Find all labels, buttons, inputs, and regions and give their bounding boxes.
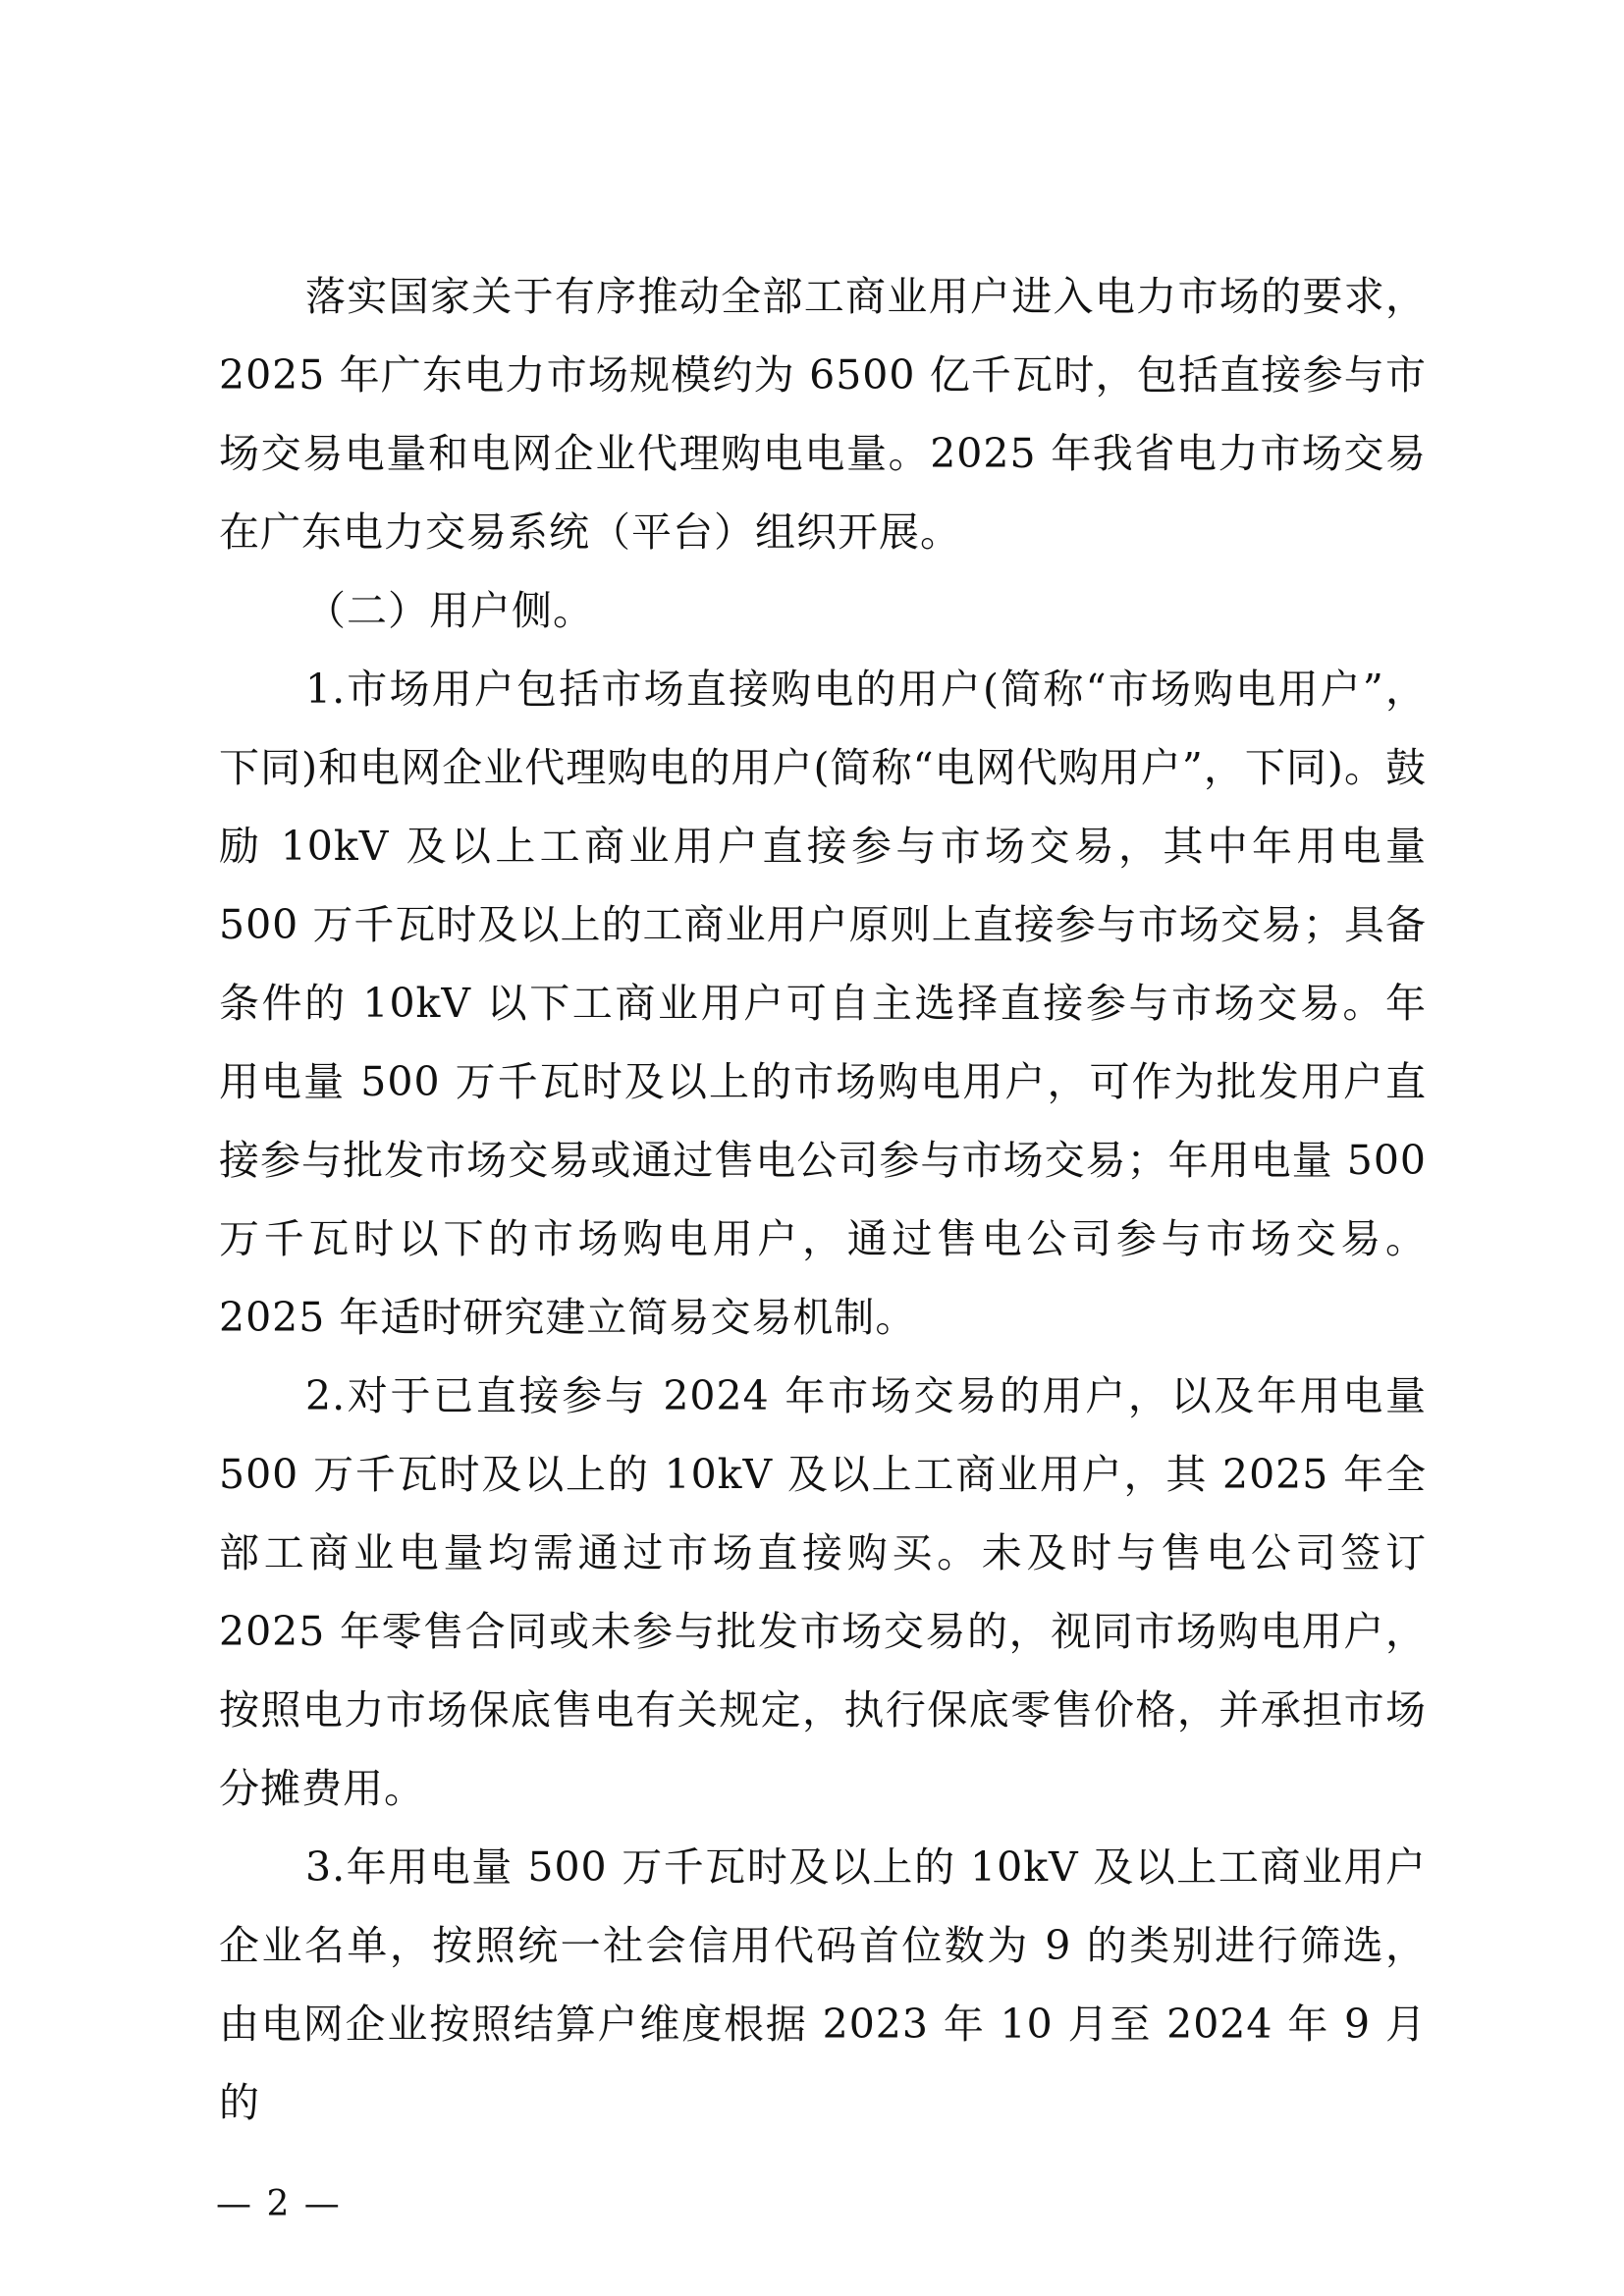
paragraph-item-1: 1.市场用户包括市场直接购电的用户(简称“市场购电用户”，下同)和电网企业代理购电的用户(简称“电网代购用户”，下同)。鼓励 10kV 及以上工商业用户直接参与市场交易，其中年用电量 500 万千瓦时及以上的工商业用户原则上直接参与市场交易；具备条件的 10kV 以下工商业用户可自主选择直接参与市场交易。年用电量 500 万千瓦时及以上的市场购电用户，可作为批发用户直接参与批发市场交易或通过售电公司参与市场交易；年用电量 500 万千瓦时以下的市场购电用户，通过售电公司参与市场交易。2025 年适时研究建立简易交易机制。: [219, 666, 1427, 1341]
document-body: [219, 257, 1427, 2142]
paragraph-item-2: 2.对于已直接参与 2024 年市场交易的用户，以及年用电量 500 万千瓦时及以上的 10kV 及以上工商业用户，其 2025 年全部工商业电量均需通过市场直接购买。未及时与售电公司签订 2025 年零售合同或未参与批发市场交易的，视同市场购电用户，按照电力市场保底售电有关规定，执行保底零售价格，并承担市场分摊费用。: [219, 1372, 1427, 1812]
section-heading-user-side: （二）用户侧。: [305, 587, 594, 634]
paragraph-item-3: 3.年用电量 500 万千瓦时及以上的 10kV 及以上工商业用户企业名单，按照统一社会信用代码首位数为 9 的类别进行筛选，由电网企业按照结算户维度根据 2023 年 10 月至 2024 年 9 月的: [219, 1843, 1427, 2126]
paragraph-market-scale: 落实国家关于有序推动全部工商业用户进入电力市场的要求，2025 年广东电力市场规模约为 6500 亿千瓦时，包括直接参与市场交易电量和电网企业代理购电电量。2025 年我省电力市场交易在广东电力交易系统（平台）组织开展。: [219, 273, 1427, 556]
page-number: — 2 —: [216, 2184, 342, 2224]
